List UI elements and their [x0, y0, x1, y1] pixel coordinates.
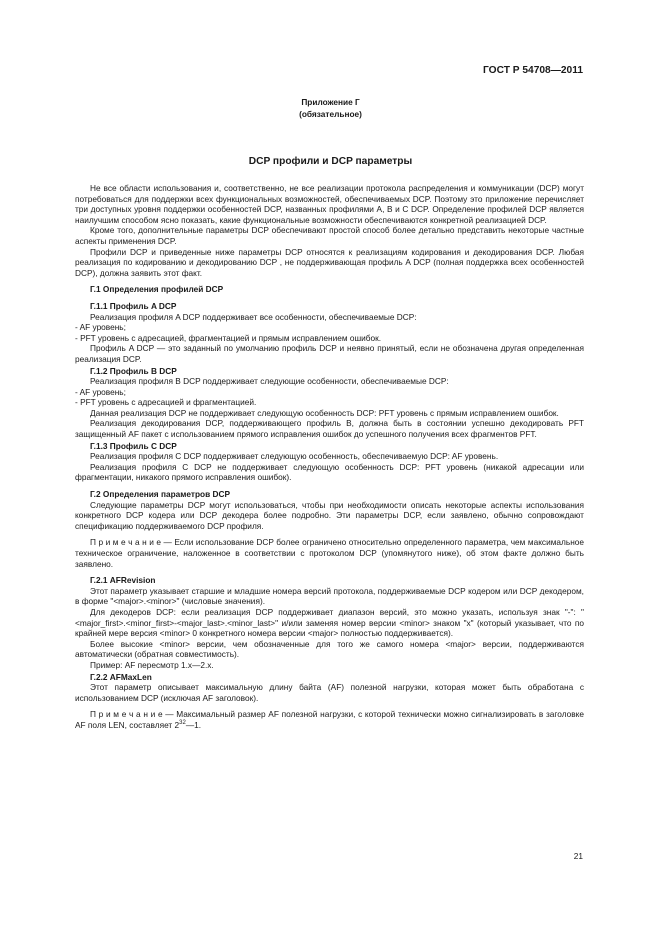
- paragraph: Реализация профиля C DCP поддерживает следующую особенность, обеспечиваемую DCP: AF уровень.: [90, 451, 499, 462]
- note-label: П р и м е ч а н и е: [90, 709, 163, 720]
- subsection-heading-afmaxlen: Г.2.2 AFMaxLen: [90, 671, 152, 682]
- subsection-heading-profile-a: Г.1.1 Профиль A DCP: [90, 300, 177, 311]
- section-heading-g2: Г.2 Определения параметров DCP: [90, 489, 231, 500]
- paragraph: Реализация профиля C DCP не поддерживает следующую особенность DCP: PFT уровень (никакой адресации или фрагментации, никакого прямого исправления ошибок).: [75, 461, 584, 483]
- note-text-end: —1.: [185, 719, 202, 730]
- note-text: — Если использование DCP более ограничено относительно определенного параметра, чем максимальное техническое ограничение, наложенное в соответствии с протоколом DCP (упомянутого ниже), об этом факте должно быть заявлено.: [75, 537, 585, 569]
- note-exponent: 32: [179, 719, 186, 726]
- document-code: ГОСТ Р 54708—2011: [483, 65, 583, 76]
- note-label: П р и м е ч а н и е: [90, 537, 161, 548]
- subsection-heading-profile-b: Г.1.2 Профиль B DCP: [90, 365, 177, 376]
- document-body: [75, 183, 584, 731]
- intro-paragraph: Профили DCP и приведенные ниже параметры DCP относятся к реализациям кодирования и декодирования DCP. Любая реализация по кодированию и декодированию DCP , не поддерживающая профиль A DCP (полная поддержка всех особенностей DCP), должна заявить этот факт.: [75, 246, 584, 278]
- paragraph: Более высокие <minor> версии, чем обозначенные для того же самого номера <major> версии, поддерживаются автоматически (обратная совместимость).: [75, 638, 584, 660]
- list-item: - PFT уровень с адресацией, фрагментацией и прямым исправлением ошибок.: [75, 332, 382, 343]
- paragraph: Реализация декодирования DCP, поддерживающего профиль B, должна быть в состоянии успешно декодировать PFT защищенный AF пакет с использованием прямого исправления ошибок до успешного получения всех фрагментов PFT.: [75, 418, 584, 440]
- note: [75, 709, 584, 730]
- paragraph: Пример: AF пересмотр 1.x—2.x.: [90, 659, 214, 670]
- intro-paragraph: Не все области использования и, соответственно, не все реализации протокола распределения и коммуникации (DCP) могут потребоваться для поддержки всех функциональных возможностей, обеспечиваемых DCP. Поэтому это приложение перечисляет три доступных уровня поддержки особенностей DCP, названных профилями А, В и С DCP. Определение профилей DCP является наилучшим способом ясно показать, какие функциональные возможности обеспечиваются конкретной реализацией DCP.: [75, 183, 584, 225]
- paragraph: Профиль A DCP — это заданный по умолчанию профиль DCP и неявно принятый, если не обозначена другая определенная реализация DCP.: [75, 343, 584, 364]
- list-item: - PFT уровень с адресацией и фрагментацией.: [75, 397, 257, 408]
- paragraph: Данная реализация DCP не поддерживает следующую особенность DCP: PFT уровень с прямым исправлением ошибок.: [90, 407, 559, 418]
- paragraph: Следующие параметры DCP могут использоваться, чтобы при необходимости описать некоторые аспекты использования конкретного DCP кодера или DCP декодера более подробно. Эти параметры DCP, если заявлено, обычно сопровождают спецификацию поддерживаемого DCP профиля.: [75, 499, 584, 531]
- note-text: — Максимальный размер AF полезной нагрузки, с которой технически можно сигнализировать в заголовке AF поля LEN, составляет 2: [75, 709, 584, 730]
- intro-paragraph: Кроме того, дополнительные параметры DCP обеспечивают простой способ более детально представить некоторые частные аспекты применения DCP.: [75, 225, 584, 246]
- page-number: 21: [573, 851, 583, 861]
- paragraph: Реализация профиля A DCP поддерживает все особенности, обеспечиваемые DCP:: [90, 311, 417, 322]
- paragraph: Этот параметр указывает старшие и младшие номера версий протокола, поддерживаемые DCP кодером или DCP декодером, в форме "<major>.<minor>" (числовые значения).: [75, 585, 584, 607]
- paragraph: Этот параметр описывает максимальную длину байта (AF) полезной нагрузки, которая может быть обработана с использованием DCP (исключая AF заголовок).: [75, 682, 584, 703]
- note: [75, 537, 584, 569]
- paragraph: Реализация профиля B DCP поддерживает следующие особенности, обеспечиваемые DCP:: [90, 376, 449, 387]
- subsection-heading-profile-c: Г.1.3 Профиль C DCP: [90, 440, 177, 451]
- list-item: - AF уровень;: [75, 322, 126, 333]
- list-item: - AF уровень;: [75, 386, 126, 397]
- paragraph: Для декодеров DCP: если реализация DCP поддерживает диапазон версий, это можно указать, используя знак "-": "<major_first>.<minor_first>-<major_last>.<minor_last>" и/или заменяя номер версии <minor> знаком "x" (который указывает, что по крайней мере версия <minor> 0 конкретного номера версии <major> полностью поддерживается).: [75, 606, 584, 639]
- annex-status: (обязательное): [299, 108, 362, 119]
- annex-header: [0, 97, 661, 120]
- page-title: DCP профили и DCP параметры: [248, 156, 413, 167]
- section-heading-g1: Г.1 Определения профилей DCP: [90, 284, 224, 295]
- subsection-heading-afrevision: Г.2.1 AFRevision: [90, 575, 156, 586]
- annex-title: Приложение Г: [301, 97, 360, 107]
